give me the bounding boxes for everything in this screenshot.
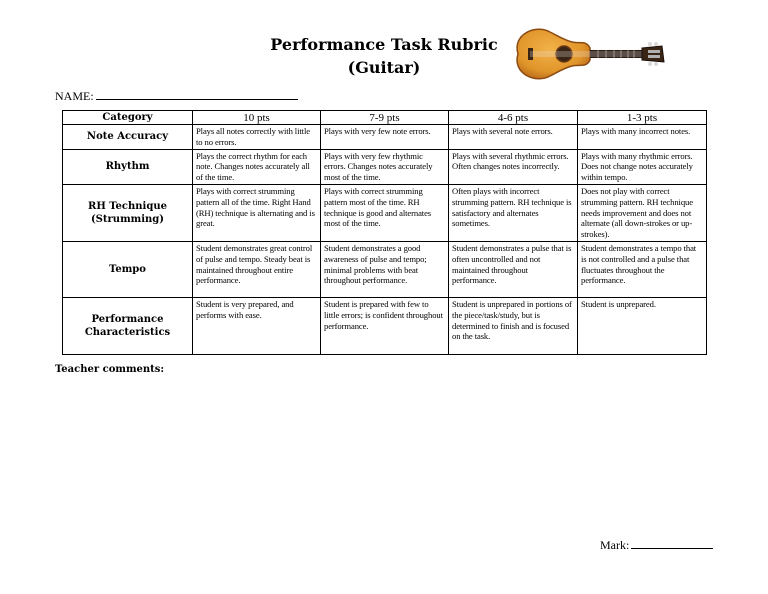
column-header-1-3-pts: 1-3 pts (578, 111, 707, 125)
column-header-category: Category (63, 111, 193, 125)
name-blank-line[interactable] (96, 88, 298, 100)
column-header-10-pts: 10 pts (193, 111, 321, 125)
row-category: Tempo (63, 241, 193, 297)
table-cell: Plays with several rhythmic errors. Often changes notes incorrectly. (449, 149, 578, 184)
mark-label: Mark: (600, 538, 630, 552)
table-row (63, 184, 707, 241)
row-category: Rhythm (63, 149, 193, 184)
row-category: Performance Characteristics (63, 297, 193, 354)
table-cell: Student is unprepared. (578, 297, 707, 354)
table-cell: Student demonstrates a good awareness of pulse and tempo; minimal problems with beat throughout performance. (321, 241, 449, 297)
table-cell: Plays with several note errors. (449, 125, 578, 150)
table-cell: Often plays with incorrect strumming pattern. RH technique is satisfactory and alternates sometimes. (449, 184, 578, 241)
table-cell: Student is unprepared in portions of the piece/task/study, but is determined to finish and is focused on the task. (449, 297, 578, 354)
table-row (63, 149, 707, 184)
row-category: Note Accuracy (63, 125, 193, 150)
table-cell: Plays with very few note errors. (321, 125, 449, 150)
table-cell: Plays with correct strumming pattern most of the time. RH technique is good and alternates most of the time. (321, 184, 449, 241)
column-header-4-6-pts: 4-6 pts (449, 111, 578, 125)
name-label: NAME: (55, 89, 94, 103)
table-header-row (63, 111, 707, 125)
table-cell: Student demonstrates great control of pulse and tempo. Steady beat is maintained throughout entire performance. (193, 241, 321, 297)
table-cell: Plays with many rhythmic errors. Does not change notes accurately within tempo. (578, 149, 707, 184)
row-category: RH Technique (Strumming) (63, 184, 193, 241)
table-cell: Student demonstrates a tempo that is not controlled and a pulse that fluctuates throughout the performance. (578, 241, 707, 297)
table-cell: Plays all notes correctly with little to no errors. (193, 125, 321, 150)
guitar-icon (508, 22, 666, 86)
column-header-7-9-pts: 7-9 pts (321, 111, 449, 125)
table-row (63, 241, 707, 297)
table-cell: Student is very prepared, and performs with ease. (193, 297, 321, 354)
teacher-comments-label: Teacher comments: (55, 364, 165, 375)
table-cell: Plays the correct rhythm for each note. Changes notes accurately all of the time. (193, 149, 321, 184)
table-cell: Student demonstrates a pulse that is often uncontrolled and not maintained throughout performance. (449, 241, 578, 297)
table-cell: Plays with correct strumming pattern all of the time. Right Hand (RH) technique is alternating and is great. (193, 184, 321, 241)
mark-field (600, 537, 713, 553)
mark-blank-line[interactable] (631, 537, 713, 549)
table-row (63, 297, 707, 354)
name-field (55, 88, 298, 104)
table-cell: Does not play with correct strumming pattern. RH technique needs improvement and does not alternate (all down-strokes or up-strokes). (578, 184, 707, 241)
title-line-1: Performance Task Rubric (270, 35, 498, 54)
page-title (270, 33, 498, 79)
rubric-table (62, 110, 707, 355)
table-cell: Plays with many incorrect notes. (578, 125, 707, 150)
table-cell: Plays with very few rhythmic errors. Changes notes accurately most of the time. (321, 149, 449, 184)
table-row (63, 125, 707, 150)
table-cell: Student is prepared with few to little errors; is confident throughout performance. (321, 297, 449, 354)
title-line-2: (Guitar) (347, 58, 421, 77)
